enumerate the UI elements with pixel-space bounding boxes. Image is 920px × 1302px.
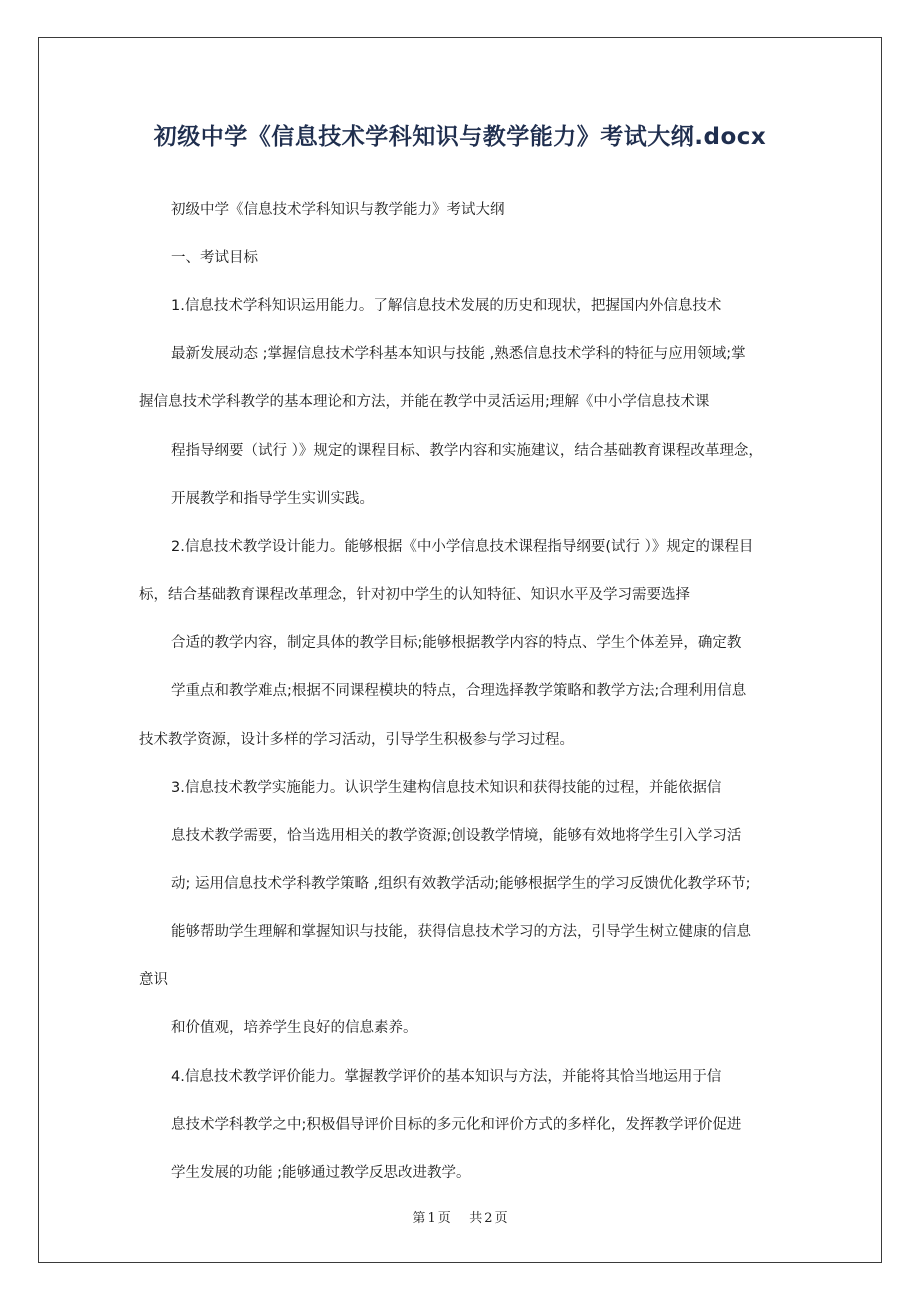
body-line: 技术教学资源，设计多样的学习活动，引导学生积极参与学习过程。 [139, 732, 574, 748]
body-line: 最新发展动态 ;掌握信息技术学科基本知识与技能 ,熟悉信息技术学科的特征与应用领域;掌 [171, 346, 746, 362]
body-line: 3.信息技术教学实施能力。认识学生建构信息技术知识和获得技能的过程，并能依据信 [171, 780, 722, 796]
body-line: 意识 [139, 972, 168, 988]
body-line: 1.信息技术学科知识运用能力。了解信息技术发展的历史和现状，把握国内外信息技术 [171, 298, 722, 314]
section-heading: 一、考试目标 [171, 250, 258, 266]
body-line: 程指导纲要（试行 ）》规定的课程目标、教学内容和实施建议，结合基础教育课程改革理念， [171, 443, 763, 459]
body-line: 息技术学科教学之中;积极倡导评价目标的多元化和评价方式的多样化，发挥教学评价促进 [171, 1117, 742, 1133]
page-prefix: 第 [412, 1211, 426, 1226]
body-line: 握信息技术学科教学的基本理论和方法，并能在教学中灵活运用;理解《中小学信息技术课 [139, 394, 710, 410]
total-suffix: 页 [494, 1211, 508, 1226]
body-line: 息技术教学需要，恰当选用相关的教学资源;创设教学情境，能够有效地将学生引入学习活 [171, 828, 742, 844]
body-line: 学生发展的功能 ;能够通过教学反思改进教学。 [171, 1165, 471, 1181]
body-line: 学重点和教学难点;根据不同课程模块的特点，合理选择教学策略和教学方法;合理利用信息 [171, 683, 747, 699]
paragraph-heading: 初级中学《信息技术学科知识与教学能力》考试大纲 [171, 202, 505, 218]
body-line: 和价值观，培养学生良好的信息素养。 [171, 1020, 418, 1036]
page-footer [38, 1207, 882, 1226]
body-line: 动; 运用信息技术学科教学策略 ,组织有效教学活动;能够根据学生的学习反馈优化教学环节; [171, 876, 751, 892]
document-title: 初级中学《信息技术学科知识与教学能力》考试大纲.docx [153, 124, 767, 150]
page-total: 2 [484, 1211, 493, 1226]
body-line: 4.信息技术教学评价能力。掌握教学评价的基本知识与方法，并能将其恰当地运用于信 [171, 1069, 722, 1085]
body-line: 合适的教学内容，制定具体的教学目标;能够根据教学内容的特点、学生个体差异，确定教 [171, 635, 742, 651]
body-line: 开展教学和指导学生实训实践。 [171, 491, 374, 507]
body-line: 标，结合基础教育课程改革理念，针对初中学生的认知特征、知识水平及学习需要选择 [139, 587, 690, 603]
page-suffix: 页 [437, 1211, 451, 1226]
total-prefix: 共 [469, 1211, 483, 1226]
page-current: 1 [427, 1211, 436, 1226]
body-line: 能够帮助学生理解和掌握知识与技能，获得信息技术学习的方法，引导学生树立健康的信息 [171, 924, 751, 940]
body-line: 2.信息技术教学设计能力。能够根据《中小学信息技术课程指导纲要(试行 ）》规定的课程目 [171, 539, 754, 555]
